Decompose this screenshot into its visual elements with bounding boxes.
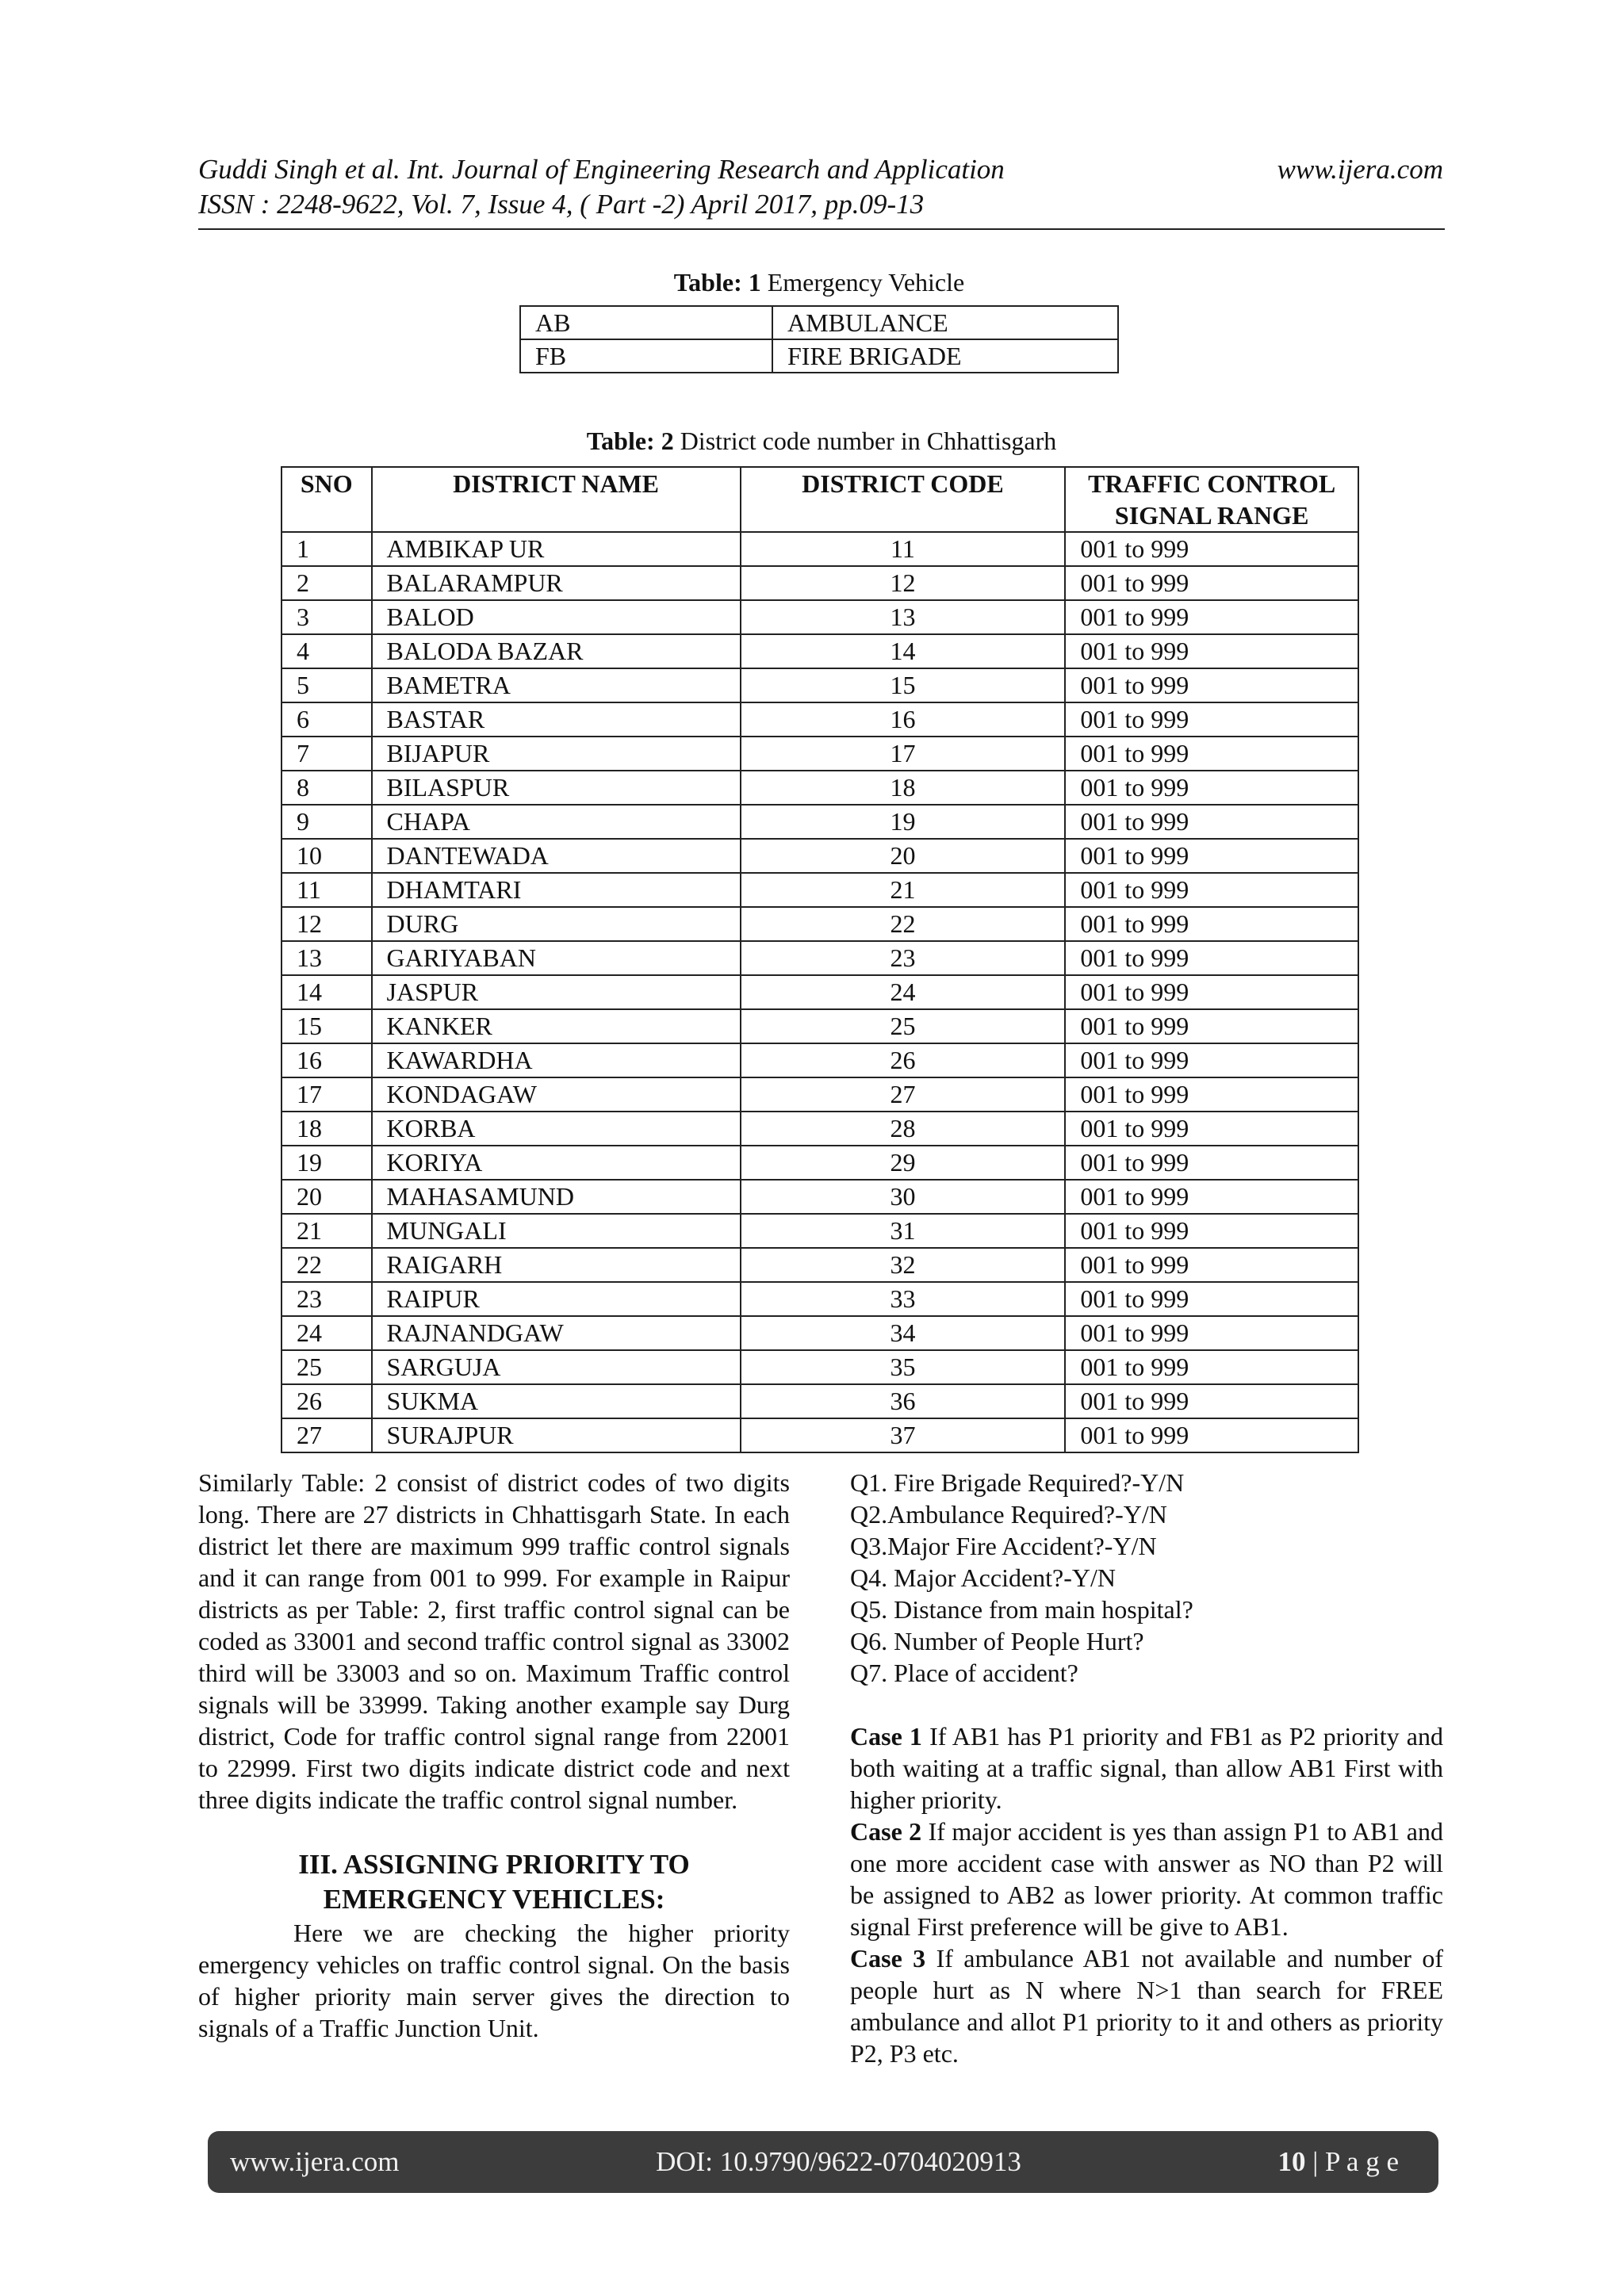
running-header: [198, 152, 1443, 222]
district-code-cell: 14: [741, 634, 1066, 668]
sno-cell: 11: [282, 873, 372, 907]
district-name-cell: KORIYA: [372, 1146, 741, 1180]
table2-caption: [281, 427, 1362, 456]
signal-range-cell: 001 to 999: [1065, 975, 1358, 1009]
sno-cell: 17: [282, 1077, 372, 1112]
case-item: [850, 1816, 1443, 1942]
question-item: Q1. Fire Brigade Required?-Y/N: [850, 1468, 1185, 1497]
question-item: Q7. Place of accident?: [850, 1659, 1078, 1687]
district-name-cell: BALODA BAZAR: [372, 634, 741, 668]
district-code-cell: 23: [741, 941, 1066, 975]
table1-caption-label: Table: 1: [673, 268, 761, 297]
district-name-cell: AMBIKAP UR: [372, 532, 741, 566]
district-code-cell: 17: [741, 737, 1066, 771]
signal-range-cell: 001 to 999: [1065, 873, 1358, 907]
district-code-cell: 36: [741, 1384, 1066, 1418]
district-name-cell: SARGUJA: [372, 1350, 741, 1384]
signal-range-cell: 001 to 999: [1065, 1043, 1358, 1077]
emergency-vehicle-table: [519, 305, 1119, 373]
table-row: [282, 771, 1358, 805]
district-name-cell: MAHASAMUND: [372, 1180, 741, 1214]
table-row: [282, 839, 1358, 873]
district-code-cell: 13: [741, 600, 1066, 634]
district-name-cell: KORBA: [372, 1112, 741, 1146]
signal-range-cell: 001 to 999: [1065, 532, 1358, 566]
question-item: Q5. Distance from main hospital?: [850, 1595, 1193, 1624]
case-item: [850, 1942, 1443, 2069]
signal-range-cell: 001 to 999: [1065, 1350, 1358, 1384]
table1-caption: [519, 268, 1119, 297]
district-code-cell: 20: [741, 839, 1066, 873]
section-heading: [198, 1847, 790, 1917]
table-row: [282, 600, 1358, 634]
district-code-cell: 25: [741, 1009, 1066, 1043]
sno-cell: 18: [282, 1112, 372, 1146]
table-row: [282, 1350, 1358, 1384]
table-row: [282, 873, 1358, 907]
table-row: [282, 1214, 1358, 1248]
signal-range-cell: 001 to 999: [1065, 1214, 1358, 1248]
sno-cell: 3: [282, 600, 372, 634]
signal-range-cell: 001 to 999: [1065, 941, 1358, 975]
question-list: [850, 1467, 1443, 1689]
vehicle-code-cell: AB: [520, 306, 772, 339]
district-code-cell: 33: [741, 1282, 1066, 1316]
table-row: [282, 702, 1358, 737]
header-sno: SNO: [282, 467, 372, 532]
footer-doi: DOI: 10.9790/9622-0704020913: [656, 2146, 1021, 2177]
district-name-cell: JASPUR: [372, 975, 741, 1009]
district-code-cell: 29: [741, 1146, 1066, 1180]
district-name-cell: BALOD: [372, 600, 741, 634]
district-name-cell: KAWARDHA: [372, 1043, 741, 1077]
district-name-cell: SURAJPUR: [372, 1418, 741, 1452]
table-row: [282, 1418, 1358, 1452]
question-item: Q6. Number of People Hurt?: [850, 1627, 1144, 1655]
district-code-cell: 21: [741, 873, 1066, 907]
table-row: [520, 306, 1118, 339]
page-footer: [208, 2131, 1438, 2193]
district-name-cell: CHAPA: [372, 805, 741, 839]
page-number-value: 10: [1277, 2146, 1306, 2177]
case-list: [850, 1720, 1443, 2069]
table-row: [520, 339, 1118, 373]
table-row: [282, 1146, 1358, 1180]
right-column: [850, 1467, 1443, 2069]
header-signal-range: [1065, 467, 1358, 532]
district-name-cell: BAMETRA: [372, 668, 741, 702]
table-row: [282, 1180, 1358, 1214]
question-item: Q3.Major Fire Accident?-Y/N: [850, 1532, 1157, 1560]
signal-range-cell: 001 to 999: [1065, 702, 1358, 737]
district-name-cell: KANKER: [372, 1009, 741, 1043]
signal-range-cell: 001 to 999: [1065, 771, 1358, 805]
district-name-cell: GARIYABAN: [372, 941, 741, 975]
table-row: [282, 1316, 1358, 1350]
signal-range-cell: 001 to 999: [1065, 600, 1358, 634]
sno-cell: 27: [282, 1418, 372, 1452]
district-name-cell: BILASPUR: [372, 771, 741, 805]
district-code-paragraph: Similarly Table: 2 consist of district codes of two digits long. There are 27 districts in Chhattisgarh State. In each district let there are maximum 999 traffic control signals and it can range from 001 to 999. For example in Raipur districts as per Table: 2, first traffic control signal can be coded as 33001 and second traffic control signal as 33002 third will be 33003 and so on. Maximum Traffic control signals will be 33999. Taking another example say Durg district, Code for traffic control signal range from 22001 to 22999. First two digits indicate district code and next three digits indicate the traffic control signal number.: [198, 1468, 790, 1814]
sno-cell: 26: [282, 1384, 372, 1418]
issn-line: ISSN : 2248-9622, Vol. 7, Issue 4, ( Part -2) April 2017, pp.09-13: [198, 189, 925, 220]
page-number: [1278, 2146, 1400, 2178]
sno-cell: 8: [282, 771, 372, 805]
district-code-cell: 37: [741, 1418, 1066, 1452]
section-heading-line1: III. ASSIGNING PRIORITY TO: [298, 1849, 690, 1880]
sno-cell: 12: [282, 907, 372, 941]
sno-cell: 20: [282, 1180, 372, 1214]
table-header-row: [282, 467, 1358, 532]
table-row: [282, 1282, 1358, 1316]
sno-cell: 5: [282, 668, 372, 702]
header-district-name: DISTRICT NAME: [372, 467, 741, 532]
signal-range-cell: 001 to 999: [1065, 1009, 1358, 1043]
district-code-cell: 34: [741, 1316, 1066, 1350]
sno-cell: 19: [282, 1146, 372, 1180]
district-code-cell: 35: [741, 1350, 1066, 1384]
sno-cell: 4: [282, 634, 372, 668]
header-district-code: DISTRICT CODE: [741, 467, 1066, 532]
case-text: If ambulance AB1 not available and number of people hurt as N where N>1 than search for FREE ambulance and allot P1 priority to it and others as priority P2, P3 etc.: [850, 1944, 1443, 2068]
signal-range-cell: 001 to 999: [1065, 634, 1358, 668]
case-text: If major accident is yes than assign P1 to AB1 and one more accident case with answer as NO than P2 will be assigned to AB2 as lower priority. At common traffic signal First preference will be give to AB1.: [850, 1817, 1444, 1941]
case-label: Case 3: [850, 1944, 926, 1973]
district-name-cell: MUNGALI: [372, 1214, 741, 1248]
table-row: [282, 1077, 1358, 1112]
signal-range-cell: 001 to 999: [1065, 805, 1358, 839]
sno-cell: 6: [282, 702, 372, 737]
footer-website[interactable]: www.ijera.com: [230, 2146, 400, 2177]
signal-range-cell: 001 to 999: [1065, 839, 1358, 873]
header-signal-range-line2: SIGNAL RANGE: [1114, 501, 1309, 530]
question-item: Q4. Major Accident?-Y/N: [850, 1563, 1116, 1592]
table-row: [282, 532, 1358, 566]
signal-range-cell: 001 to 999: [1065, 737, 1358, 771]
sno-cell: 21: [282, 1214, 372, 1248]
district-code-cell: 12: [741, 566, 1066, 600]
district-name-cell: KONDAGAW: [372, 1077, 741, 1112]
sno-cell: 7: [282, 737, 372, 771]
district-code-cell: 19: [741, 805, 1066, 839]
case-label: Case 1: [850, 1722, 922, 1751]
table-row: [282, 1009, 1358, 1043]
vehicle-name-cell: FIRE BRIGADE: [772, 339, 1118, 373]
signal-range-cell: 001 to 999: [1065, 1316, 1358, 1350]
table-row: [282, 1112, 1358, 1146]
district-name-cell: BALARAMPUR: [372, 566, 741, 600]
table-row: [282, 975, 1358, 1009]
table2-caption-text: District code number in Chhattisgarh: [673, 427, 1057, 455]
case-item: [850, 1720, 1443, 1816]
district-name-cell: DANTEWADA: [372, 839, 741, 873]
vehicle-code-cell: FB: [520, 339, 772, 373]
district-code-cell: 11: [741, 532, 1066, 566]
district-code-cell: 26: [741, 1043, 1066, 1077]
district-code-cell: 32: [741, 1248, 1066, 1282]
table-row: [282, 1384, 1358, 1418]
district-name-cell: DHAMTARI: [372, 873, 741, 907]
district-name-cell: RAIPUR: [372, 1282, 741, 1316]
district-code-cell: 18: [741, 771, 1066, 805]
district-code-cell: 24: [741, 975, 1066, 1009]
case-label: Case 2: [850, 1817, 922, 1846]
district-name-cell: BIJAPUR: [372, 737, 741, 771]
table-row: [282, 668, 1358, 702]
question-item: Q2.Ambulance Required?-Y/N: [850, 1500, 1167, 1529]
signal-range-cell: 001 to 999: [1065, 1180, 1358, 1214]
priority-paragraph: Here we are checking the higher priority emergency vehicles on traffic control signal. On the basis of higher priority main server gives the direction to signals of a Traffic Junction Unit.: [198, 1919, 790, 2042]
district-code-cell: 15: [741, 668, 1066, 702]
vehicle-name-cell: AMBULANCE: [772, 306, 1118, 339]
signal-range-cell: 001 to 999: [1065, 1112, 1358, 1146]
case-text: If AB1 has P1 priority and FB1 as P2 priority and both waiting at a traffic signal, than allow AB1 First with higher priority.: [850, 1722, 1444, 1814]
signal-range-cell: 001 to 999: [1065, 907, 1358, 941]
district-name-cell: DURG: [372, 907, 741, 941]
district-name-cell: RAJNANDGAW: [372, 1316, 741, 1350]
header-divider: [198, 228, 1445, 230]
table-row: [282, 941, 1358, 975]
signal-range-cell: 001 to 999: [1065, 1282, 1358, 1316]
signal-range-cell: 001 to 999: [1065, 1077, 1358, 1112]
sno-cell: 1: [282, 532, 372, 566]
sno-cell: 15: [282, 1009, 372, 1043]
table-row: [282, 1248, 1358, 1282]
table-row: [282, 805, 1358, 839]
sno-cell: 10: [282, 839, 372, 873]
signal-range-cell: 001 to 999: [1065, 566, 1358, 600]
district-name-cell: BASTAR: [372, 702, 741, 737]
sno-cell: 25: [282, 1350, 372, 1384]
signal-range-cell: 001 to 999: [1065, 668, 1358, 702]
signal-range-cell: 001 to 999: [1065, 1418, 1358, 1452]
district-code-cell: 28: [741, 1112, 1066, 1146]
sno-cell: 24: [282, 1316, 372, 1350]
section-heading-line2: EMERGENCY VEHICLES:: [323, 1884, 665, 1915]
table-row: [282, 566, 1358, 600]
sno-cell: 9: [282, 805, 372, 839]
table-row: [282, 737, 1358, 771]
sno-cell: 14: [282, 975, 372, 1009]
left-column: [198, 1467, 790, 2044]
sno-cell: 23: [282, 1282, 372, 1316]
district-code-cell: 22: [741, 907, 1066, 941]
sno-cell: 22: [282, 1248, 372, 1282]
table-row: [282, 634, 1358, 668]
district-code-cell: 27: [741, 1077, 1066, 1112]
journal-website[interactable]: www.ijera.com: [1277, 154, 1443, 185]
journal-citation: Guddi Singh et al. Int. Journal of Engineering Research and Application: [198, 154, 1005, 185]
district-code-cell: 16: [741, 702, 1066, 737]
page-number-label: | P a g e: [1305, 2146, 1399, 2177]
district-code-cell: 31: [741, 1214, 1066, 1248]
district-name-cell: SUKMA: [372, 1384, 741, 1418]
signal-range-cell: 001 to 999: [1065, 1248, 1358, 1282]
header-signal-range-line1: TRAFFIC CONTROL: [1088, 469, 1336, 498]
sno-cell: 13: [282, 941, 372, 975]
table-row: [282, 1043, 1358, 1077]
sno-cell: 2: [282, 566, 372, 600]
district-name-cell: RAIGARH: [372, 1248, 741, 1282]
district-code-table: [281, 466, 1359, 1453]
district-code-cell: 30: [741, 1180, 1066, 1214]
signal-range-cell: 001 to 999: [1065, 1384, 1358, 1418]
table1-caption-text: Emergency Vehicle: [760, 268, 965, 297]
table2-caption-label: Table: 2: [586, 427, 674, 455]
sno-cell: 16: [282, 1043, 372, 1077]
table-row: [282, 907, 1358, 941]
signal-range-cell: 001 to 999: [1065, 1146, 1358, 1180]
